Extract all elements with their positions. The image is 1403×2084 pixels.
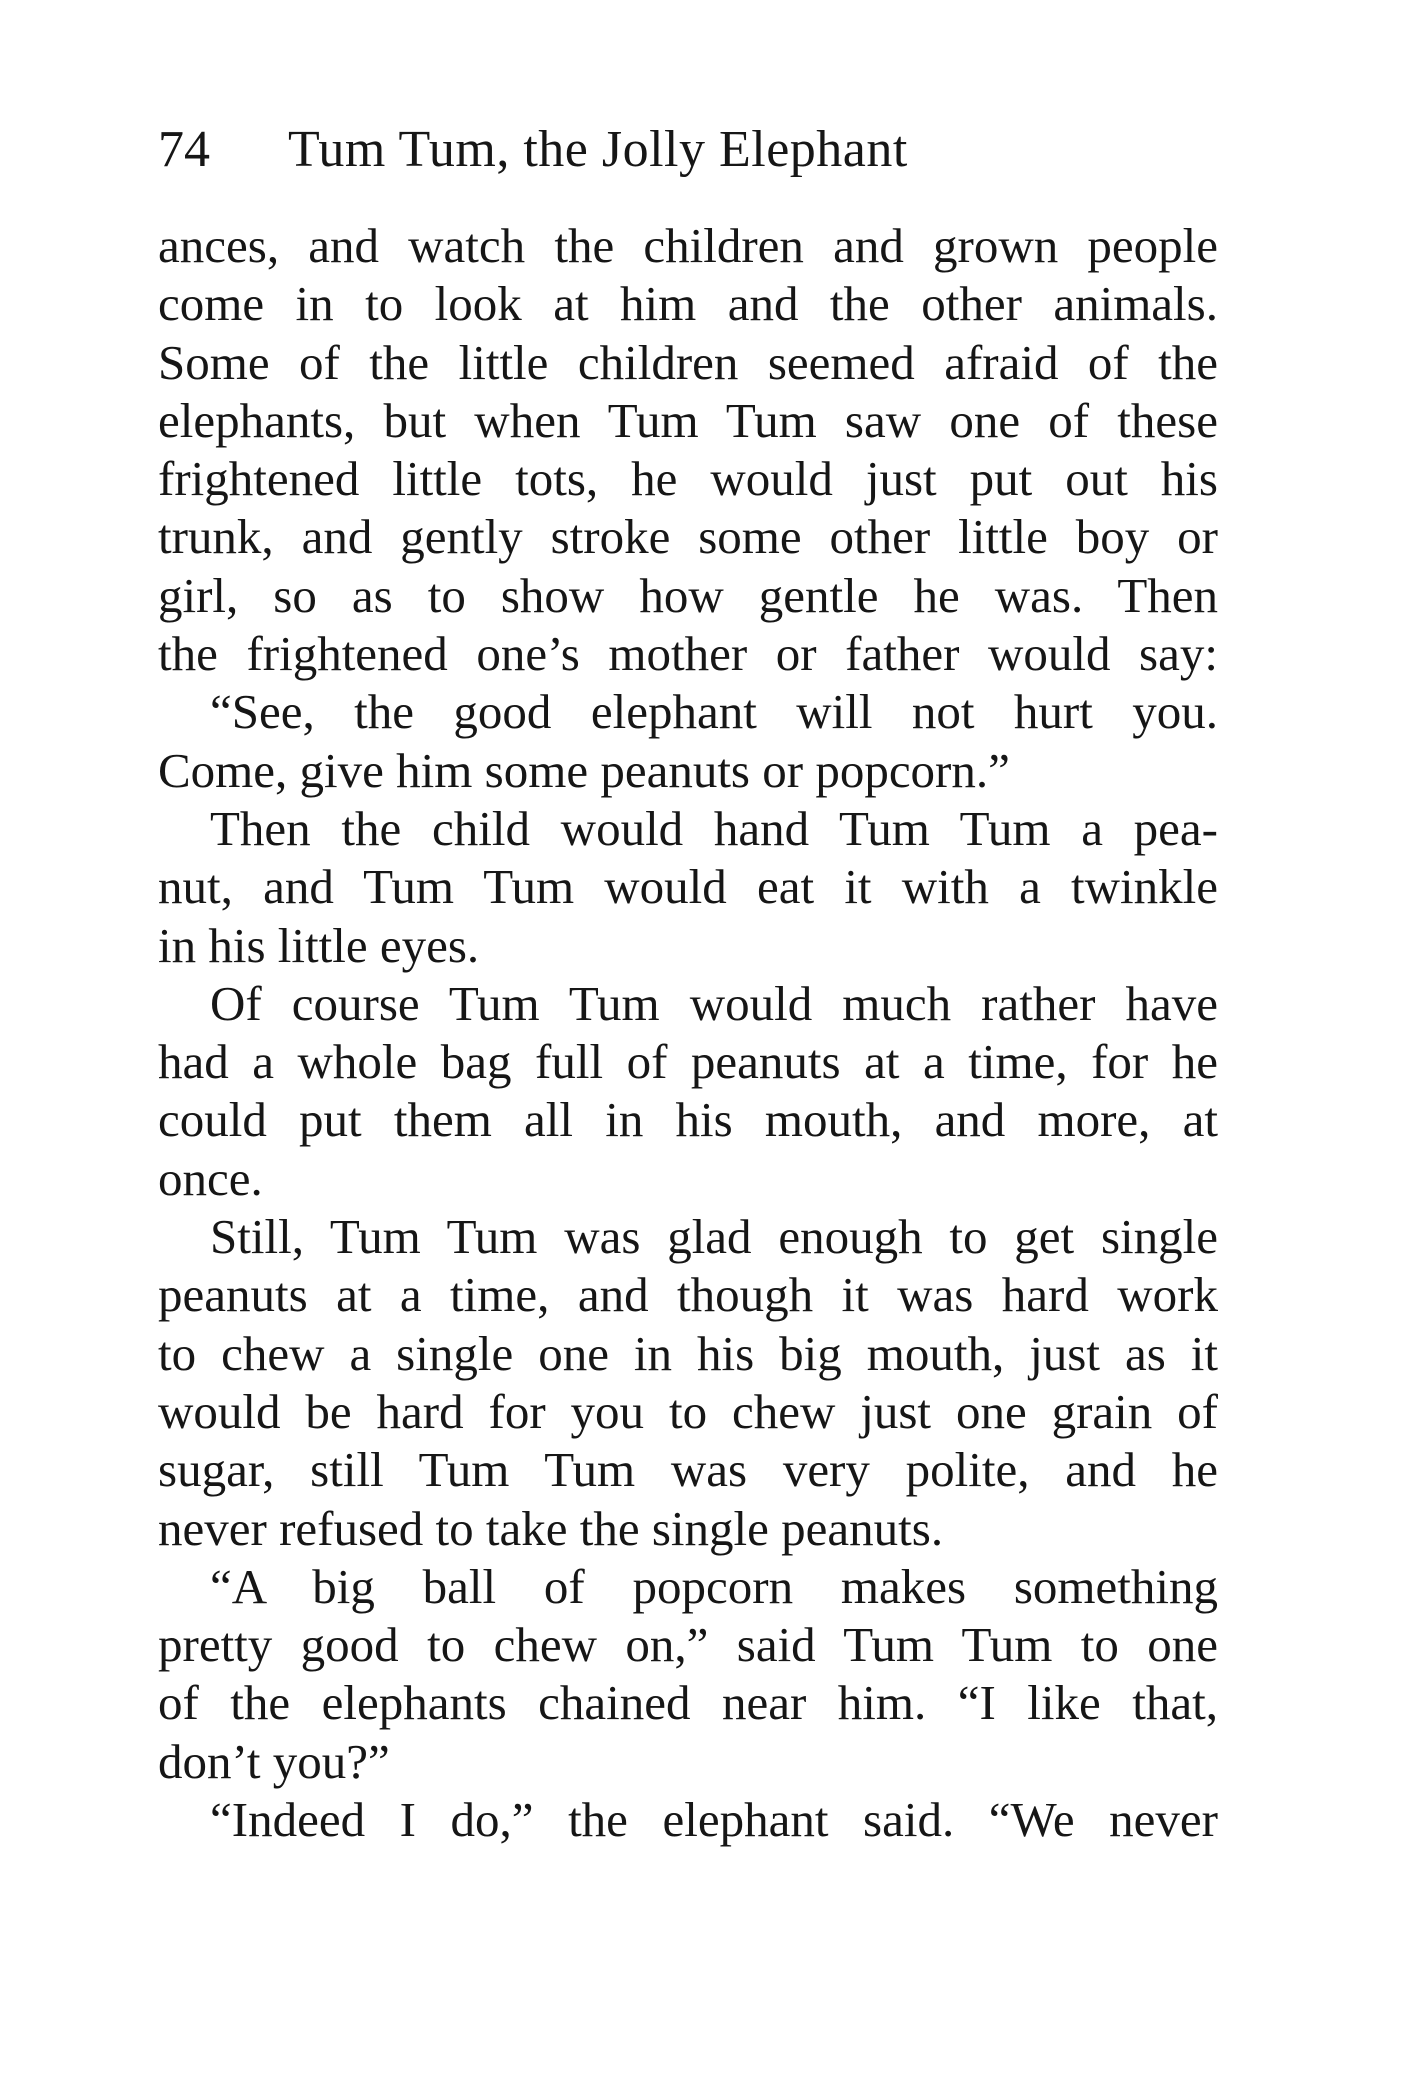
- text-line: Then the child would hand Tum Tum a pea-: [210, 800, 1218, 856]
- text-line: would be hard for you to chew just one grain of: [158, 1383, 1218, 1439]
- text-line: don’t you?”: [158, 1733, 390, 1789]
- text-line: nut, and Tum Tum would eat it with a twinkle: [158, 859, 1218, 915]
- text-line: once.: [158, 1150, 263, 1206]
- text-line: sugar, still Tum Tum was very polite, and he: [158, 1442, 1218, 1498]
- text-line: to chew a single one in his big mouth, just as it: [158, 1325, 1218, 1381]
- text-line: never refused to take the single peanuts.: [158, 1500, 944, 1556]
- text-line: “A big ball of popcorn makes something: [210, 1558, 1218, 1614]
- page-number: 74: [158, 121, 210, 178]
- text-line: pretty good to chew on,” said Tum Tum to one: [158, 1617, 1218, 1673]
- text-line: trunk, and gently stroke some other little boy or: [158, 509, 1218, 565]
- text-line: “See, the good elephant will not hurt you.: [210, 684, 1218, 740]
- text-line: ances, and watch the children and grown people: [158, 218, 1218, 273]
- text-line: “Indeed I do,” the elephant said. “We never: [210, 1792, 1218, 1848]
- text-line: could put them all in his mouth, and more, at: [158, 1092, 1218, 1148]
- text-line: Come, give him some peanuts or popcorn.”: [158, 742, 1010, 798]
- text-line: come in to look at him and the other animals.: [158, 276, 1218, 332]
- text-line: of the elephants chained near him. “I like that,: [158, 1675, 1218, 1731]
- body-text: [158, 217, 1218, 1849]
- text-line: Some of the little children seemed afraid of the: [158, 334, 1218, 390]
- text-line: girl, so as to show how gentle he was. Then: [158, 567, 1218, 623]
- running-title: Tum Tum, the Jolly Elephant: [288, 121, 908, 178]
- text-line: elephants, but when Tum Tum saw one of these: [158, 392, 1218, 448]
- text-line: Of course Tum Tum would much rather have: [210, 975, 1218, 1031]
- text-line: had a whole bag full of peanuts at a time, for he: [158, 1034, 1218, 1090]
- text-line: frightened little tots, he would just put out his: [158, 451, 1218, 507]
- page-header: [158, 118, 1238, 188]
- text-line: peanuts at a time, and though it was hard work: [158, 1267, 1218, 1323]
- text-line: the frightened one’s mother or father would say:: [158, 626, 1218, 682]
- text-line: in his little eyes.: [158, 917, 480, 973]
- text-line: Still, Tum Tum was glad enough to get single: [210, 1209, 1218, 1265]
